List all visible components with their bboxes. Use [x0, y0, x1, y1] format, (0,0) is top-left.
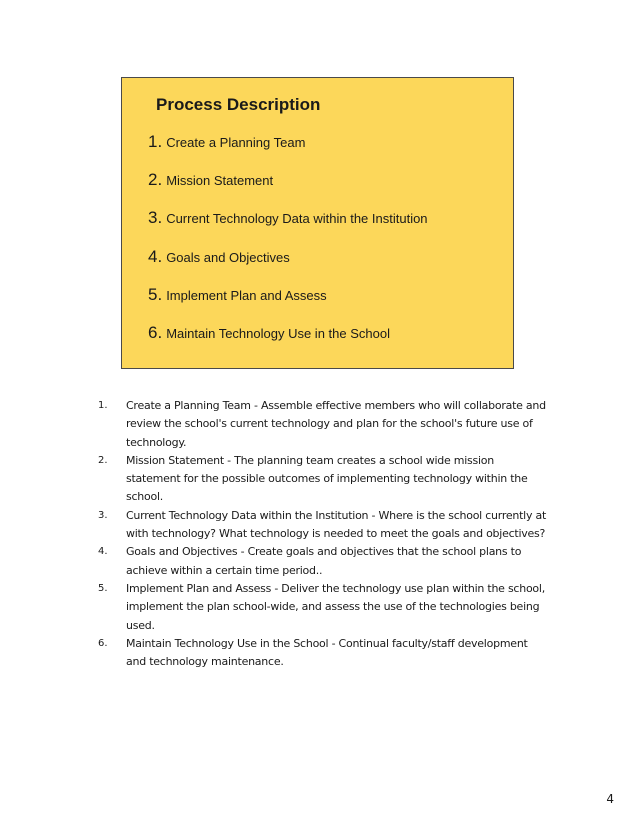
note-number: 6. [98, 637, 108, 649]
slide-step-item [148, 132, 428, 170]
slide-step-number: 1. [148, 132, 163, 151]
note-number: 4. [98, 546, 108, 558]
notes-list [98, 397, 548, 671]
slide-step-item [148, 323, 428, 361]
slide-step-text: Current Technology Data within the Institution [166, 211, 428, 227]
slide-step-text: Create a Planning Team [166, 135, 306, 150]
note-number: 3. [98, 509, 108, 521]
note-item [98, 452, 548, 507]
slide-step-number: 6. [148, 322, 163, 342]
note-item [98, 635, 548, 672]
slide-step-text: Goals and Objectives [166, 249, 290, 265]
slide-step-number: 2. [148, 170, 163, 190]
slide-step-text: Implement Plan and Assess [166, 287, 327, 303]
note-text: Implement Plan and Assess - Deliver the technology use plan within the school, implement the plan school-wide, and assess the use of the technologies being used. [126, 581, 545, 632]
slide-step-number: 3. [148, 208, 163, 228]
note-number: 5. [98, 582, 108, 594]
slide-step-item [148, 247, 428, 285]
note-text: Mission Statement - The planning team creates a school wide mission statement for the possible outcomes of implementing technology within the school. [126, 453, 528, 504]
slide-thumbnail [121, 77, 514, 369]
note-number: 2. [98, 454, 108, 466]
note-item [98, 580, 548, 635]
slide-step-text: Mission Statement [166, 173, 274, 189]
slide-step-number: 5. [148, 284, 163, 304]
slide-step-item [148, 170, 428, 208]
note-text: Goals and Objectives - Create goals and objectives that the school plans to achieve within a certain time period.. [126, 545, 522, 577]
slide-step-list [148, 132, 428, 361]
note-text: Maintain Technology Use in the School - Continual faculty/staff development and technology maintenance. [126, 636, 528, 669]
slide-step-item [148, 285, 428, 323]
note-number: 1. [98, 400, 108, 411]
slide-step-number: 4. [148, 246, 163, 266]
note-item [98, 543, 548, 580]
slide-step-item [148, 208, 428, 246]
note-text: Current Technology Data within the Institution - Where is the school currently at with technology? What technology is needed to meet the goals and objectives? [126, 508, 547, 541]
page-number: 4 [606, 792, 614, 806]
slide-step-text: Maintain Technology Use in the School [166, 325, 390, 341]
note-item [98, 397, 548, 452]
note-item [98, 507, 548, 544]
note-text: Create a Planning Team - Assemble effective members who will collaborate and review the school's current technology and plan for the school's future use of technology. [126, 399, 546, 449]
slide-title: Process Description [156, 95, 321, 114]
